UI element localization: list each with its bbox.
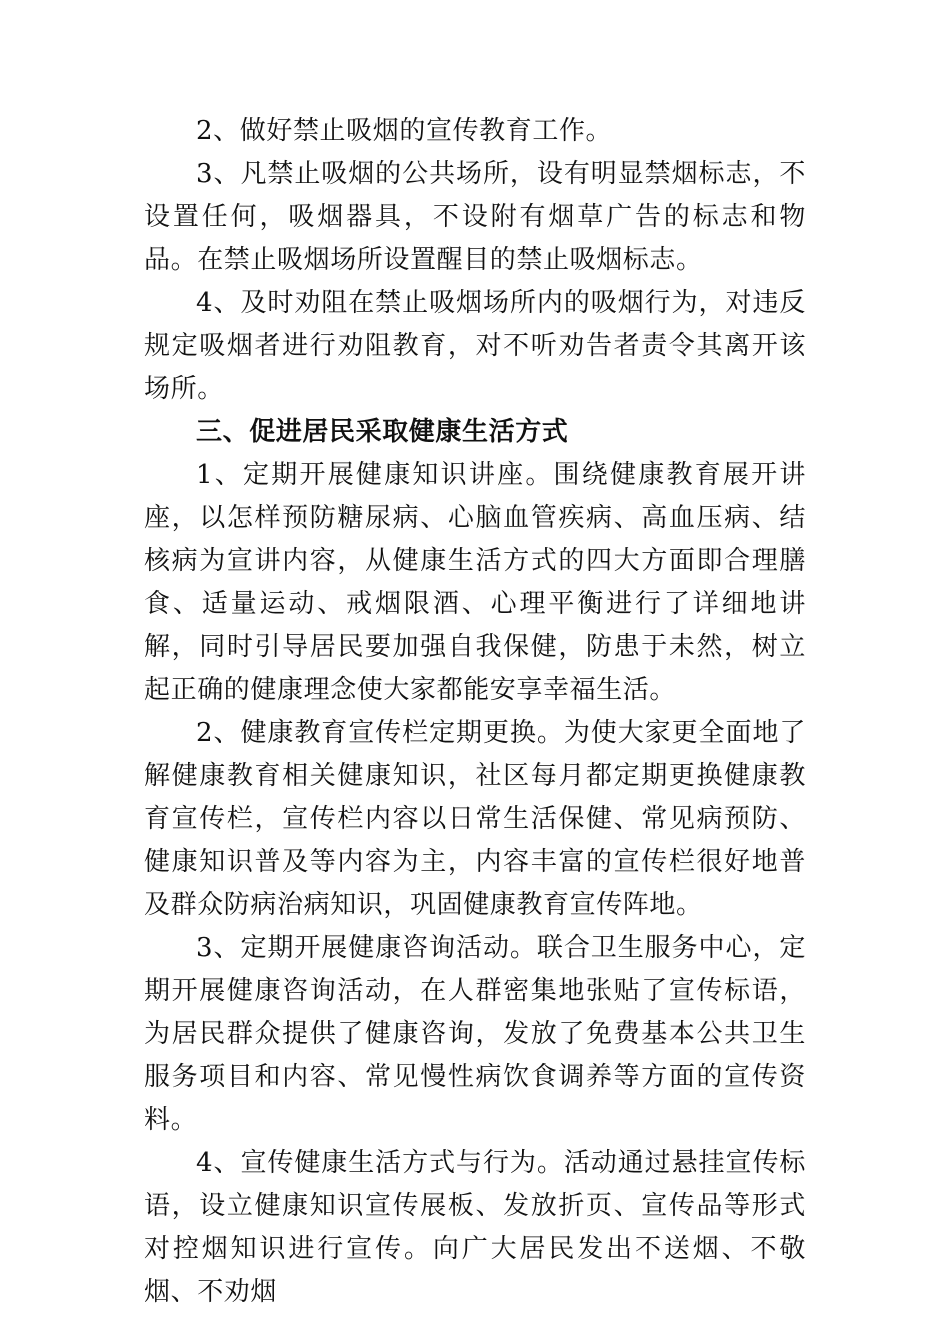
paragraph-health-consultation: 3、定期开展健康咨询活动。联合卫生服务中心，定期开展健康咨询活动，在人群密集地张贴了宣传标语，为居民群众提供了健康咨询，发放了免费基本公共卫生服务项目和内容、常见慢性病饮食调养等方面的宣传资料。 xyxy=(144,933,806,1135)
paragraph-item-4: 4、及时劝阻在禁止吸烟场所内的吸烟行为，对违反规定吸烟者进行劝阻教育，对不听劝告者责令其离开该场所。 xyxy=(144,288,806,404)
paragraph-healthy-lifestyle: 4、宣传健康生活方式与行为。活动通过悬挂宣传标语，设立健康知识宣传展板、发放折页、宣传品等形式对控烟知识进行宣传。向广大居民发出不送烟、不敬烟、不劝烟 xyxy=(144,1148,806,1307)
paragraph-bulletin-board: 2、健康教育宣传栏定期更换。为使大家更全面地了解健康教育相关健康知识，社区每月都定期更换健康教育宣传栏，宣传栏内容以日常生活保健、常见病预防、健康知识普及等内容为主，内容丰富的宣传栏很好地普及群众防病治病知识，巩固健康教育宣传阵地。 xyxy=(144,718,806,920)
paragraph-health-lectures: 1、定期开展健康知识讲座。围绕健康教育展开讲座，以怎样预防糖尿病、心脑血管疾病、高血压病、结核病为宣讲内容，从健康生活方式的四大方面即合理膳食、适量运动、戒烟限酒、心理平衡进行了详细地讲解，同时引导居民要加强自我保健，防患于未然，树立起正确的健康理念使大家都能安享幸福生活。 xyxy=(144,460,806,705)
document-body xyxy=(144,110,806,1314)
section-heading: 三、促进居民采取健康生活方式 xyxy=(196,417,569,447)
paragraph-item-2: 2、做好禁止吸烟的宣传教育工作。 xyxy=(196,116,613,146)
paragraph-item-3: 3、凡禁止吸烟的公共场所，设有明显禁烟标志，不设置任何，吸烟器具，不设附有烟草广告的标志和物品。在禁止吸烟场所设置醒目的禁止吸烟标志。 xyxy=(144,159,806,275)
